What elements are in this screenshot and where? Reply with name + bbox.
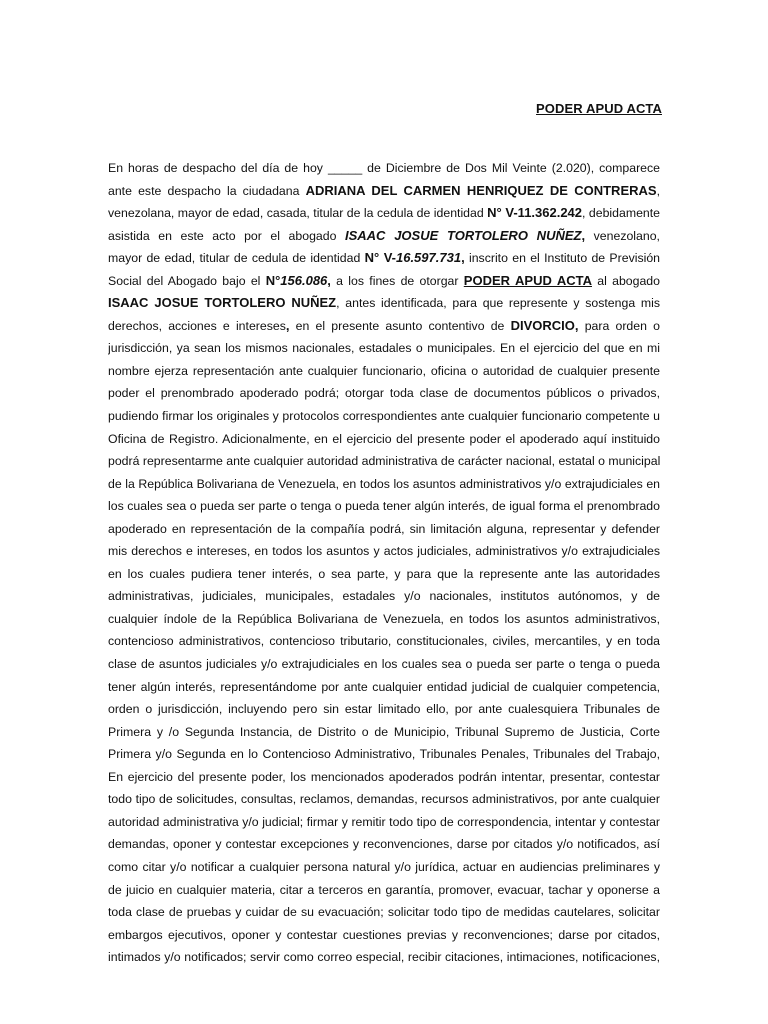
text-run: 156.086 — [280, 272, 328, 288]
text-run: al abogado — [591, 273, 660, 288]
body-line — [108, 833, 660, 856]
body-line — [108, 856, 660, 879]
text-run: venezolano, — [585, 228, 660, 243]
text-run: podrá representarme ante cualquier autoridad administrativa de carácter nacional, estatal o municipal — [108, 454, 660, 469]
body-line — [108, 270, 660, 293]
body-line — [108, 743, 660, 766]
text-run: orden o jurisdicción, incluyendo pero sin estar limitado ello, por ante cualesquiera Tribunales de — [108, 702, 660, 717]
text-run: 16.597.731 — [395, 250, 462, 266]
text-run: como citar y/o notificar a cualquier persona natural y/o jurídica, actuar en audiencias preliminares y — [108, 859, 660, 874]
text-run: asistida en este acto por el abogado — [108, 228, 345, 243]
body-line — [108, 495, 660, 518]
text-run: N° — [265, 272, 281, 288]
text-run: los cuales sea o pueda ser parte o tenga o pueda tener algún interés, de igual forma el prenombrado — [108, 499, 660, 514]
document-title: PODER APUD ACTA — [536, 101, 662, 116]
text-run: Primera y /o Segunda Instancia, de Distrito o de Municipio, Tribunal Supremo de Justicia, Corte — [108, 724, 660, 739]
text-run: toda clase de pruebas y cuidar de su evacuación; solicitar todo tipo de medidas cautelares, solicitar — [108, 905, 660, 920]
body-line — [108, 157, 660, 180]
text-run: apoderado en representación de la compañía podrá, sin limitación alguna, representar y defender — [108, 521, 660, 536]
body-line — [108, 382, 660, 405]
text-run: de la República Bolivariana de Venezuela, en todos los asuntos administrativos y/o extrajudiciales en — [108, 476, 660, 491]
text-run: En ejercicio del presente poder, los mencionados apoderados podrán intentar, presentar, contestar — [108, 769, 660, 784]
body-line — [108, 653, 660, 676]
text-run: ADRIANA DEL CARMEN HENRIQUEZ DE CONTRERAS — [305, 182, 657, 198]
text-run: contencioso administrativos, contencioso tributario, constitucionales, civiles, mercantiles, y en toda — [108, 634, 660, 649]
body-line — [108, 630, 660, 653]
text-run: tener algún interés, representándome por ante cualquier entidad judicial de cualquier competencia, — [108, 679, 660, 694]
text-run: , debidamente — [582, 206, 660, 221]
text-run: ISAAC JOSUE TORTOLERO NUÑEZ — [345, 227, 582, 243]
text-run: demandas, oponer y contestar excepciones y reconvenciones, darse por citados y/o notificados, así — [108, 837, 660, 852]
body-line — [108, 180, 660, 203]
text-run: , — [461, 250, 465, 266]
text-run: mis derechos e intereses, en todos los asuntos y actos judiciales, administrativos y/o extrajudiciales — [108, 544, 660, 559]
text-run: venezolana, mayor de edad, casada, titular de la cedula de identidad — [108, 206, 488, 221]
body-line — [108, 360, 660, 383]
text-run: poder el prenombrado apoderado podrá; otorgar toda clase de documentos públicos o privados, — [108, 386, 660, 401]
body-line — [108, 428, 660, 451]
text-run: ante este despacho la ciudadana — [108, 183, 306, 198]
text-run: inscrito en el Instituto de Previsión — [464, 251, 660, 266]
text-run: Primera y/o Segunda en lo Contencioso Administrativo, Tribunales Penales, Tribunales del Trabajo, — [108, 747, 660, 762]
body-line — [108, 901, 660, 924]
body-line — [108, 473, 660, 496]
text-run: de juicio en cualquier materia, citar a terceros en garantía, promover, evacuar, tachar y oponerse a — [108, 882, 660, 897]
text-run: para orden o — [578, 318, 660, 333]
body-line — [108, 879, 660, 902]
body-line — [108, 563, 660, 586]
text-run: todo tipo de solicitudes, consultas, reclamos, demandas, recursos administrativos, por ante cualquier — [108, 792, 660, 807]
body-line — [108, 721, 660, 744]
text-run: pudiendo firmar los originales y protocolos correspondientes ante cualquier funcionario competente u — [108, 409, 660, 424]
body-line — [108, 202, 660, 225]
text-run: derechos, acciones e intereses — [108, 318, 286, 333]
body-line — [108, 315, 660, 338]
text-run: , — [285, 317, 290, 333]
body-line — [108, 225, 660, 248]
body-line — [108, 518, 660, 541]
body-line — [108, 450, 660, 473]
text-run: mayor de edad, titular de cedula de identidad — [108, 251, 365, 266]
text-run: , — [327, 272, 331, 288]
body-line — [108, 811, 660, 834]
text-run: DIVORCIO, — [510, 317, 579, 333]
body-line — [108, 292, 660, 315]
body-line — [108, 676, 660, 699]
text-run: autoridad administrativa y/o judicial; firmar y remitir todo tipo de correspondencia, intentar y contestar — [108, 814, 660, 829]
text-run: administrativas, judiciales, municipales, estadales y/o nacionales, institutos autónomos, y de — [108, 589, 660, 604]
body-line — [108, 337, 660, 360]
text-run: , — [656, 183, 660, 198]
body-line — [108, 924, 660, 947]
body-line — [108, 405, 660, 428]
body-line — [108, 608, 660, 631]
text-run: cualquier índole de la República Bolivariana de Venezuela, en todos los asuntos administrativos, — [108, 611, 660, 626]
document-body — [108, 157, 660, 969]
text-run: , antes identificada, para que represente y sostenga mis — [336, 296, 660, 311]
text-run: N° V- — [364, 250, 396, 266]
text-run: a los fines de otorgar — [330, 273, 464, 288]
text-run: en los cuales pudiera tener interés, o sea parte, y para que la represente ante las autoridades — [108, 566, 660, 581]
body-line — [108, 698, 660, 721]
text-run: Oficina de Registro. Adicionalmente, en el ejercicio del presente poder el apoderado aquí instituido — [108, 431, 660, 446]
text-run: , — [581, 227, 586, 243]
text-run: en el presente asunto contentivo de — [289, 318, 511, 333]
text-run: En horas de despacho del día de hoy _____ de Diciembre de Dos Mil Veinte (2.020), comparece — [108, 161, 660, 175]
text-run: PODER APUD ACTA — [463, 272, 592, 288]
text-run: nombre ejerza representación ante cualquier funcionario, oficina o autoridad de cualquier presente — [108, 363, 660, 378]
text-run: Social del Abogado bajo el — [108, 273, 266, 288]
text-run: N° V-11.362.242 — [487, 205, 583, 221]
text-run: jurisdicción, ya sean los mismos nacionales, estadales o municipales. En el ejercicio del que en mi — [108, 341, 660, 356]
text-run: intimados y/o notificados; servir como correo especial, recibir citaciones, intimaciones, notificaciones, — [108, 950, 660, 965]
text-run: clase de asuntos judiciales y/o extrajudiciales en los cuales sea o pueda ser parte o tenga o pueda — [108, 657, 660, 672]
body-line — [108, 946, 660, 969]
body-line — [108, 766, 660, 789]
text-run: embargos ejecutivos, oponer y contestar cuestiones previas y reconvenciones; darse por citados, — [108, 927, 660, 942]
text-run: ISAAC JOSUE TORTOLERO NUÑEZ — [108, 295, 337, 311]
body-line — [108, 247, 660, 270]
body-line — [108, 585, 660, 608]
body-line — [108, 788, 660, 811]
body-line — [108, 540, 660, 563]
